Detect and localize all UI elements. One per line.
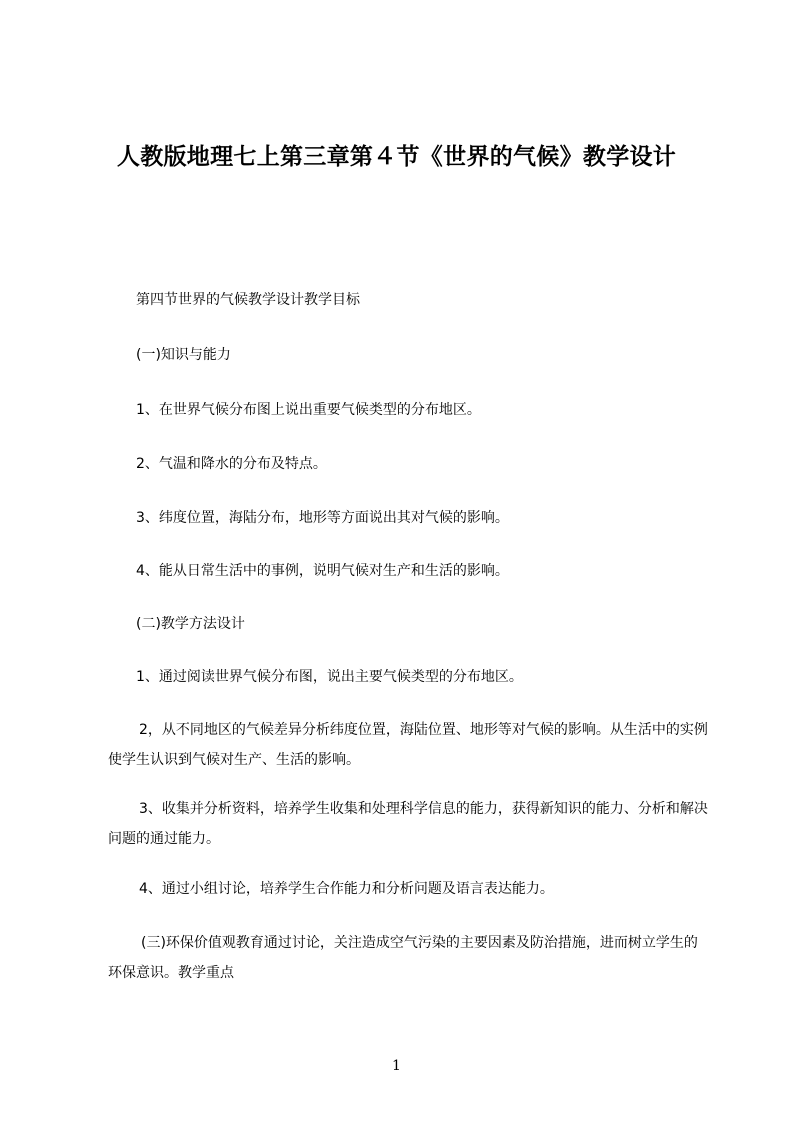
paragraph-teaching-methods: (二)教学方法设计: [136, 616, 245, 632]
paragraph-item-2: 2、气温和降水的分布及特点。: [136, 456, 327, 472]
paragraph-method-2: 2，从不同地区的气候差异分析纬度位置，海陆位置、地形等对气候的影响。从生活中的实例使学生认识到气候对生产、生活的影响。: [108, 722, 708, 768]
paragraph-knowledge-ability: (一)知识与能力: [136, 347, 231, 363]
paragraph-item-4: 4、能从日常生活中的事例，说明气候对生产和生活的影响。: [136, 563, 509, 579]
paragraph-method-1: 1、通过阅读世界气候分布图，说出主要气候类型的分布地区。: [136, 669, 523, 685]
paragraph-item-3: 3、纬度位置，海陆分布，地形等方面说出其对气候的影响。: [136, 510, 509, 526]
paragraph-environment-values: (三)环保价值观教育通过讨论，关注造成空气污染的主要因素及防治措施，进而树立学生的环保意识。教学重点: [108, 935, 698, 981]
page-number: 1: [392, 1058, 401, 1074]
document-title: 人教版地理七上第三章第４节《世界的气候》教学设计: [116, 144, 677, 170]
paragraph-teaching-goals: 第四节世界的气候教学设计教学目标: [136, 292, 360, 308]
paragraph-method-3: 3、收集并分析资料，培养学生收集和处理科学信息的能力，获得新知识的能力、分析和解决问题的通过能力。: [108, 801, 708, 847]
paragraph-method-4: 4、通过小组讨论，培养学生合作能力和分析问题及语言表达能力。: [139, 881, 554, 897]
paragraph-item-1: 1、在世界气候分布图上说出重要气候类型的分布地区。: [136, 402, 481, 418]
